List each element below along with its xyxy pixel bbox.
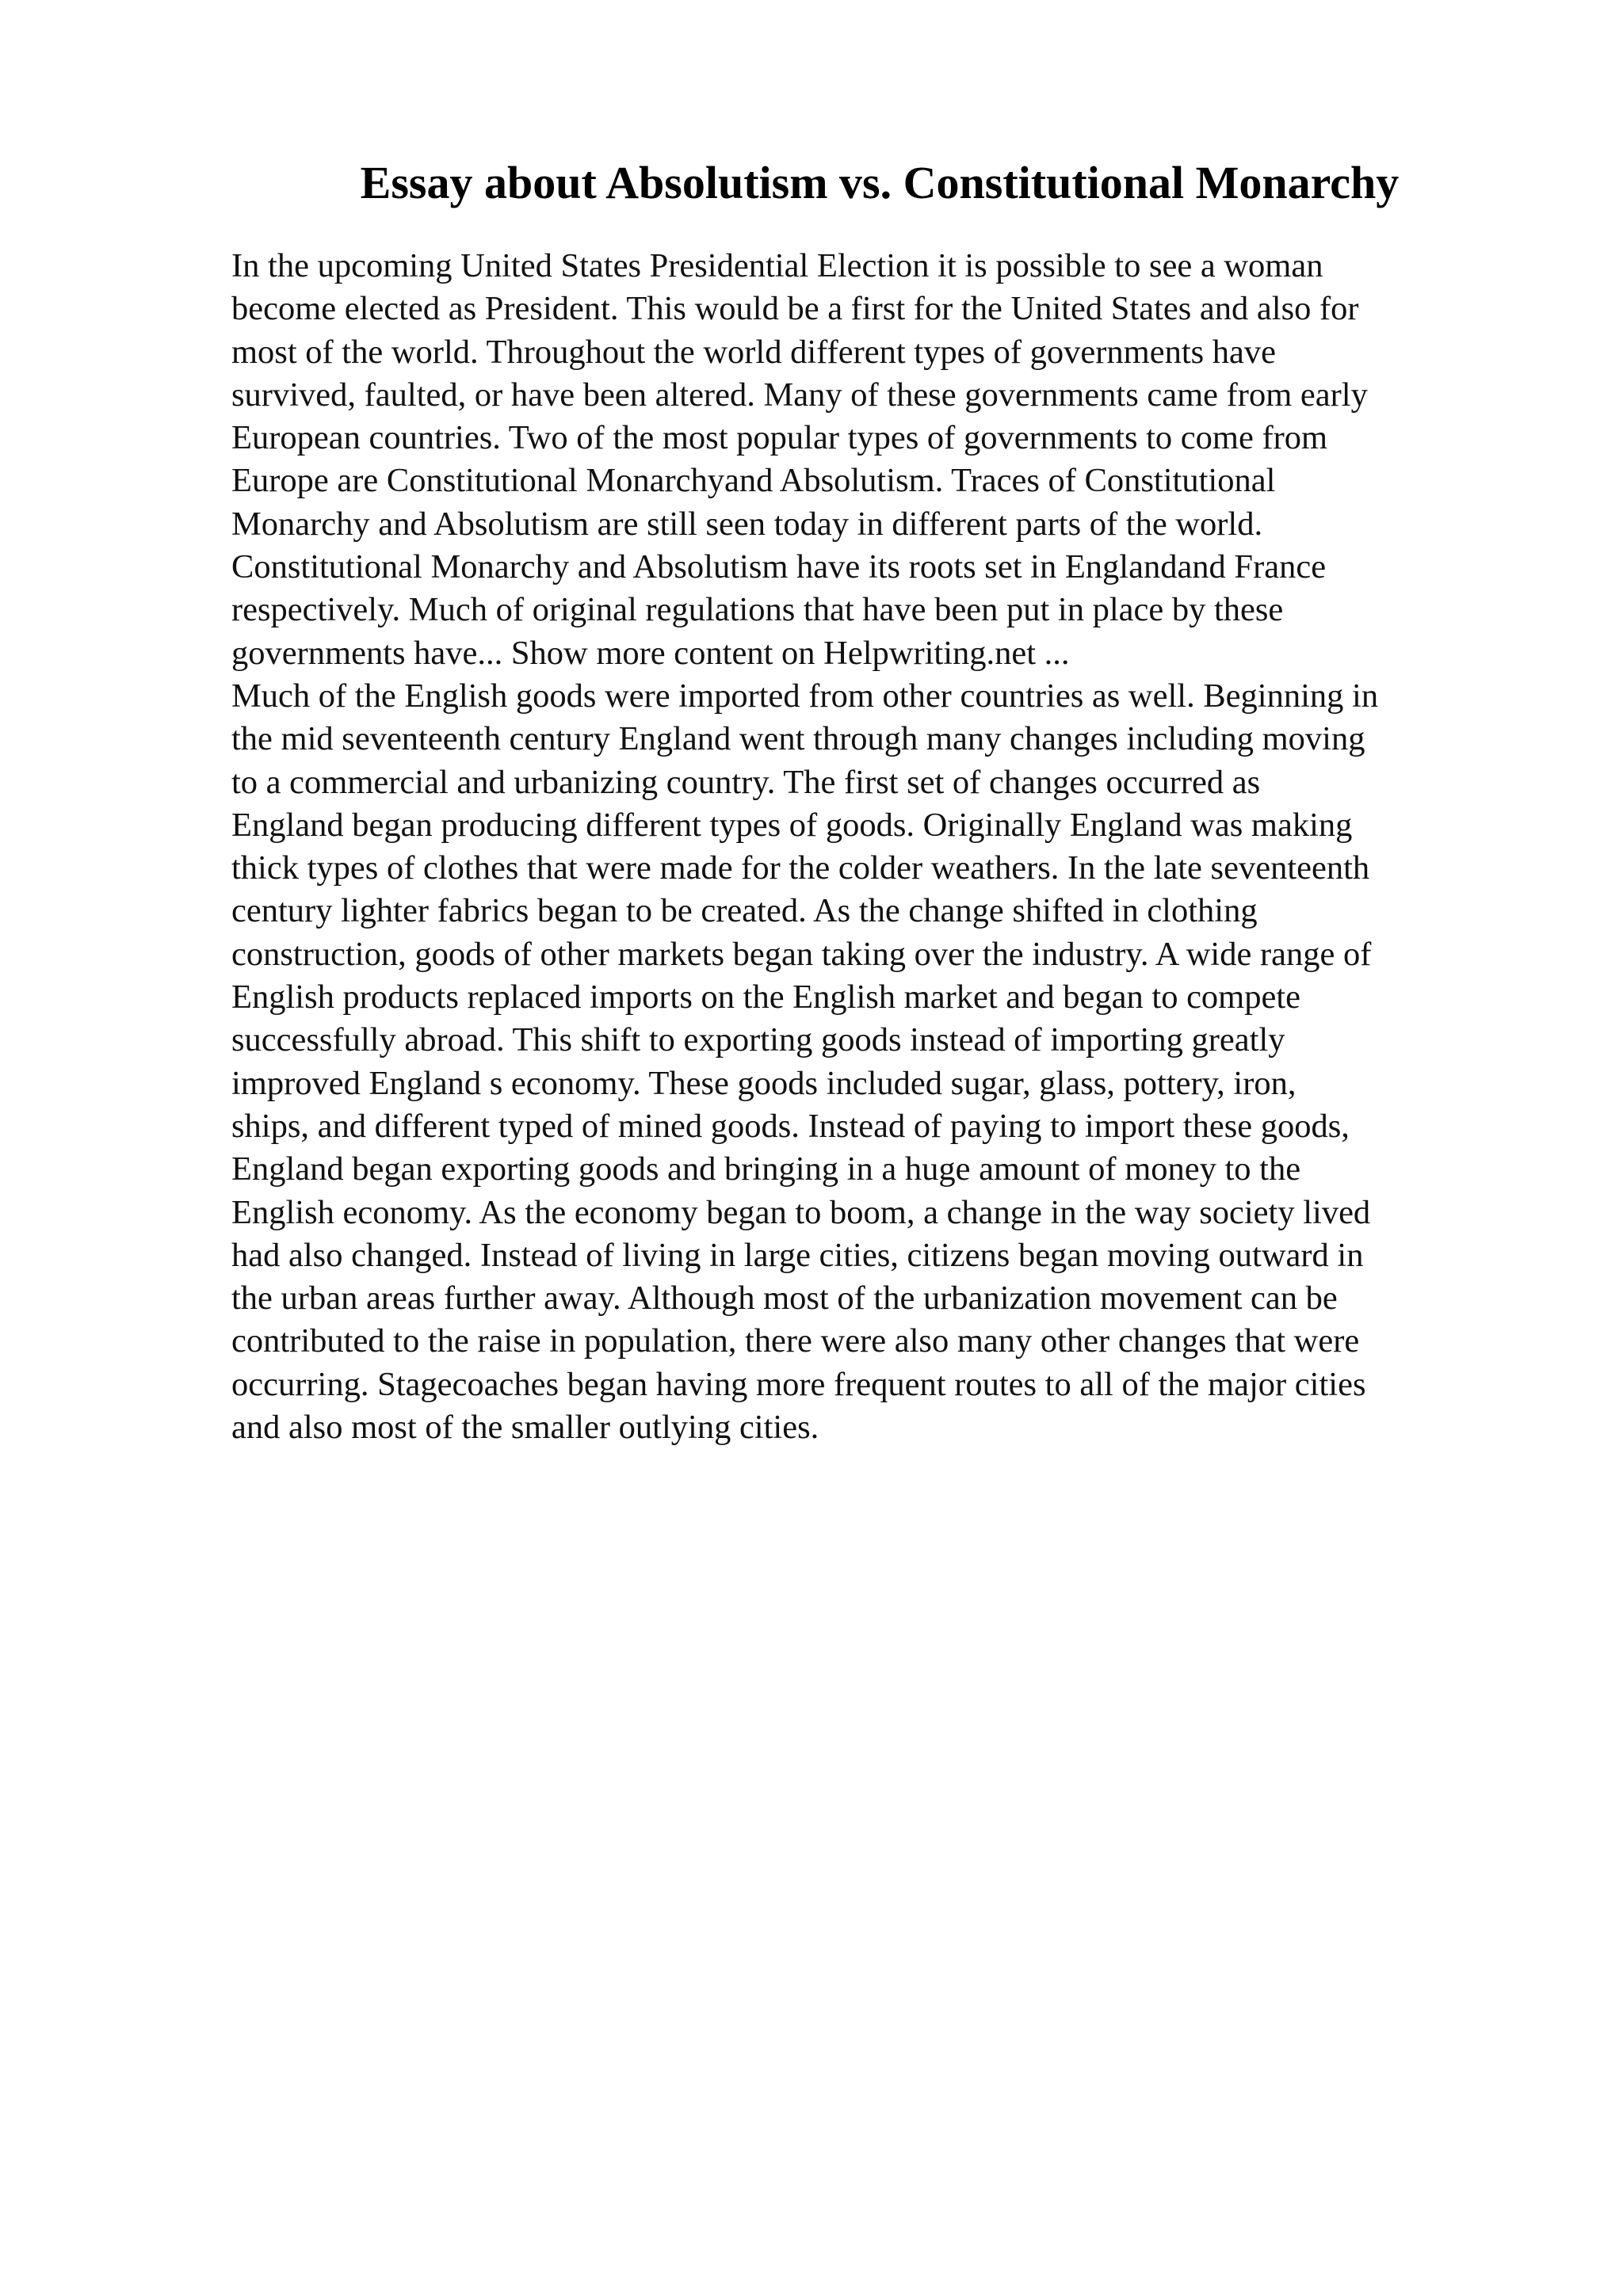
essay-line: to a commercial and urbanizing country. The first set of changes occurred as: [231, 763, 1261, 801]
essay-line: become elected as President. This would be a first for the United States and also for: [231, 290, 1359, 328]
essay-line: construction, goods of other markets began taking over the industry. A wide range of: [231, 935, 1372, 973]
essay-line: improved England s economy. These goods included sugar, glass, pottery, iron,: [231, 1064, 1296, 1102]
essay-line: century lighter fabrics began to be created. As the change shifted in clothing: [231, 892, 1258, 930]
essay-line: occurring. Stagecoaches began having more frequent routes to all of the major cities: [231, 1365, 1366, 1403]
essay-line: English products replaced imports on the English market and began to compete: [231, 978, 1301, 1016]
essay-line: survived, faulted, or have been altered. Many of these governments came from early: [231, 376, 1368, 414]
essay-line: successfully abroad. This shift to exporting goods instead of importing greatly: [231, 1021, 1285, 1059]
essay-line: England began exporting goods and bringing in a huge amount of money to the: [231, 1150, 1301, 1188]
essay-line: ships, and different typed of mined goods. Instead of paying to import these goods,: [231, 1107, 1350, 1145]
essay-line: England began producing different types of goods. Originally England was making: [231, 806, 1353, 844]
essay-line: governments have... Show more content on Helpwriting.net ...: [231, 634, 1070, 672]
essay-line: the mid seventeenth century England went through many changes including moving: [231, 720, 1365, 758]
essay-body: [231, 245, 1515, 1449]
essay-line: respectively. Much of original regulations that have been put in place by these: [231, 591, 1284, 629]
essay-line: most of the world. Throughout the world different types of governments have: [231, 333, 1277, 371]
essay-line: had also changed. Instead of living in large cities, citizens began moving outward in: [231, 1236, 1364, 1274]
essay-line: Much of the English goods were imported from other countries as well. Beginning in: [231, 677, 1379, 715]
essay-line: and also most of the smaller outlying cities.: [231, 1409, 819, 1447]
document-title: Essay about Absolutism vs. Constitutional Monarchy: [360, 157, 1400, 208]
essay-line: Constitutional Monarchy and Absolutism have its roots set in Englandand France: [231, 548, 1327, 586]
essay-line: thick types of clothes that were made for the colder weathers. In the late seventeenth: [231, 849, 1370, 887]
essay-line: European countries. Two of the most popular types of governments to come from: [231, 419, 1328, 457]
essay-line: the urban areas further away. Although most of the urbanization movement can be: [231, 1280, 1338, 1318]
essay-line: contributed to the raise in population, there were also many other changes that were: [231, 1322, 1360, 1360]
essay-line: English economy. As the economy began to boom, a change in the way society lived: [231, 1193, 1371, 1231]
essay-line: In the upcoming United States Presidential Election it is possible to see a woman: [231, 247, 1323, 284]
essay-line: Monarchy and Absolutism are still seen today in different parts of the world.: [231, 505, 1263, 543]
essay-line: Europe are Constitutional Monarchyand Absolutism. Traces of Constitutional: [231, 462, 1276, 500]
